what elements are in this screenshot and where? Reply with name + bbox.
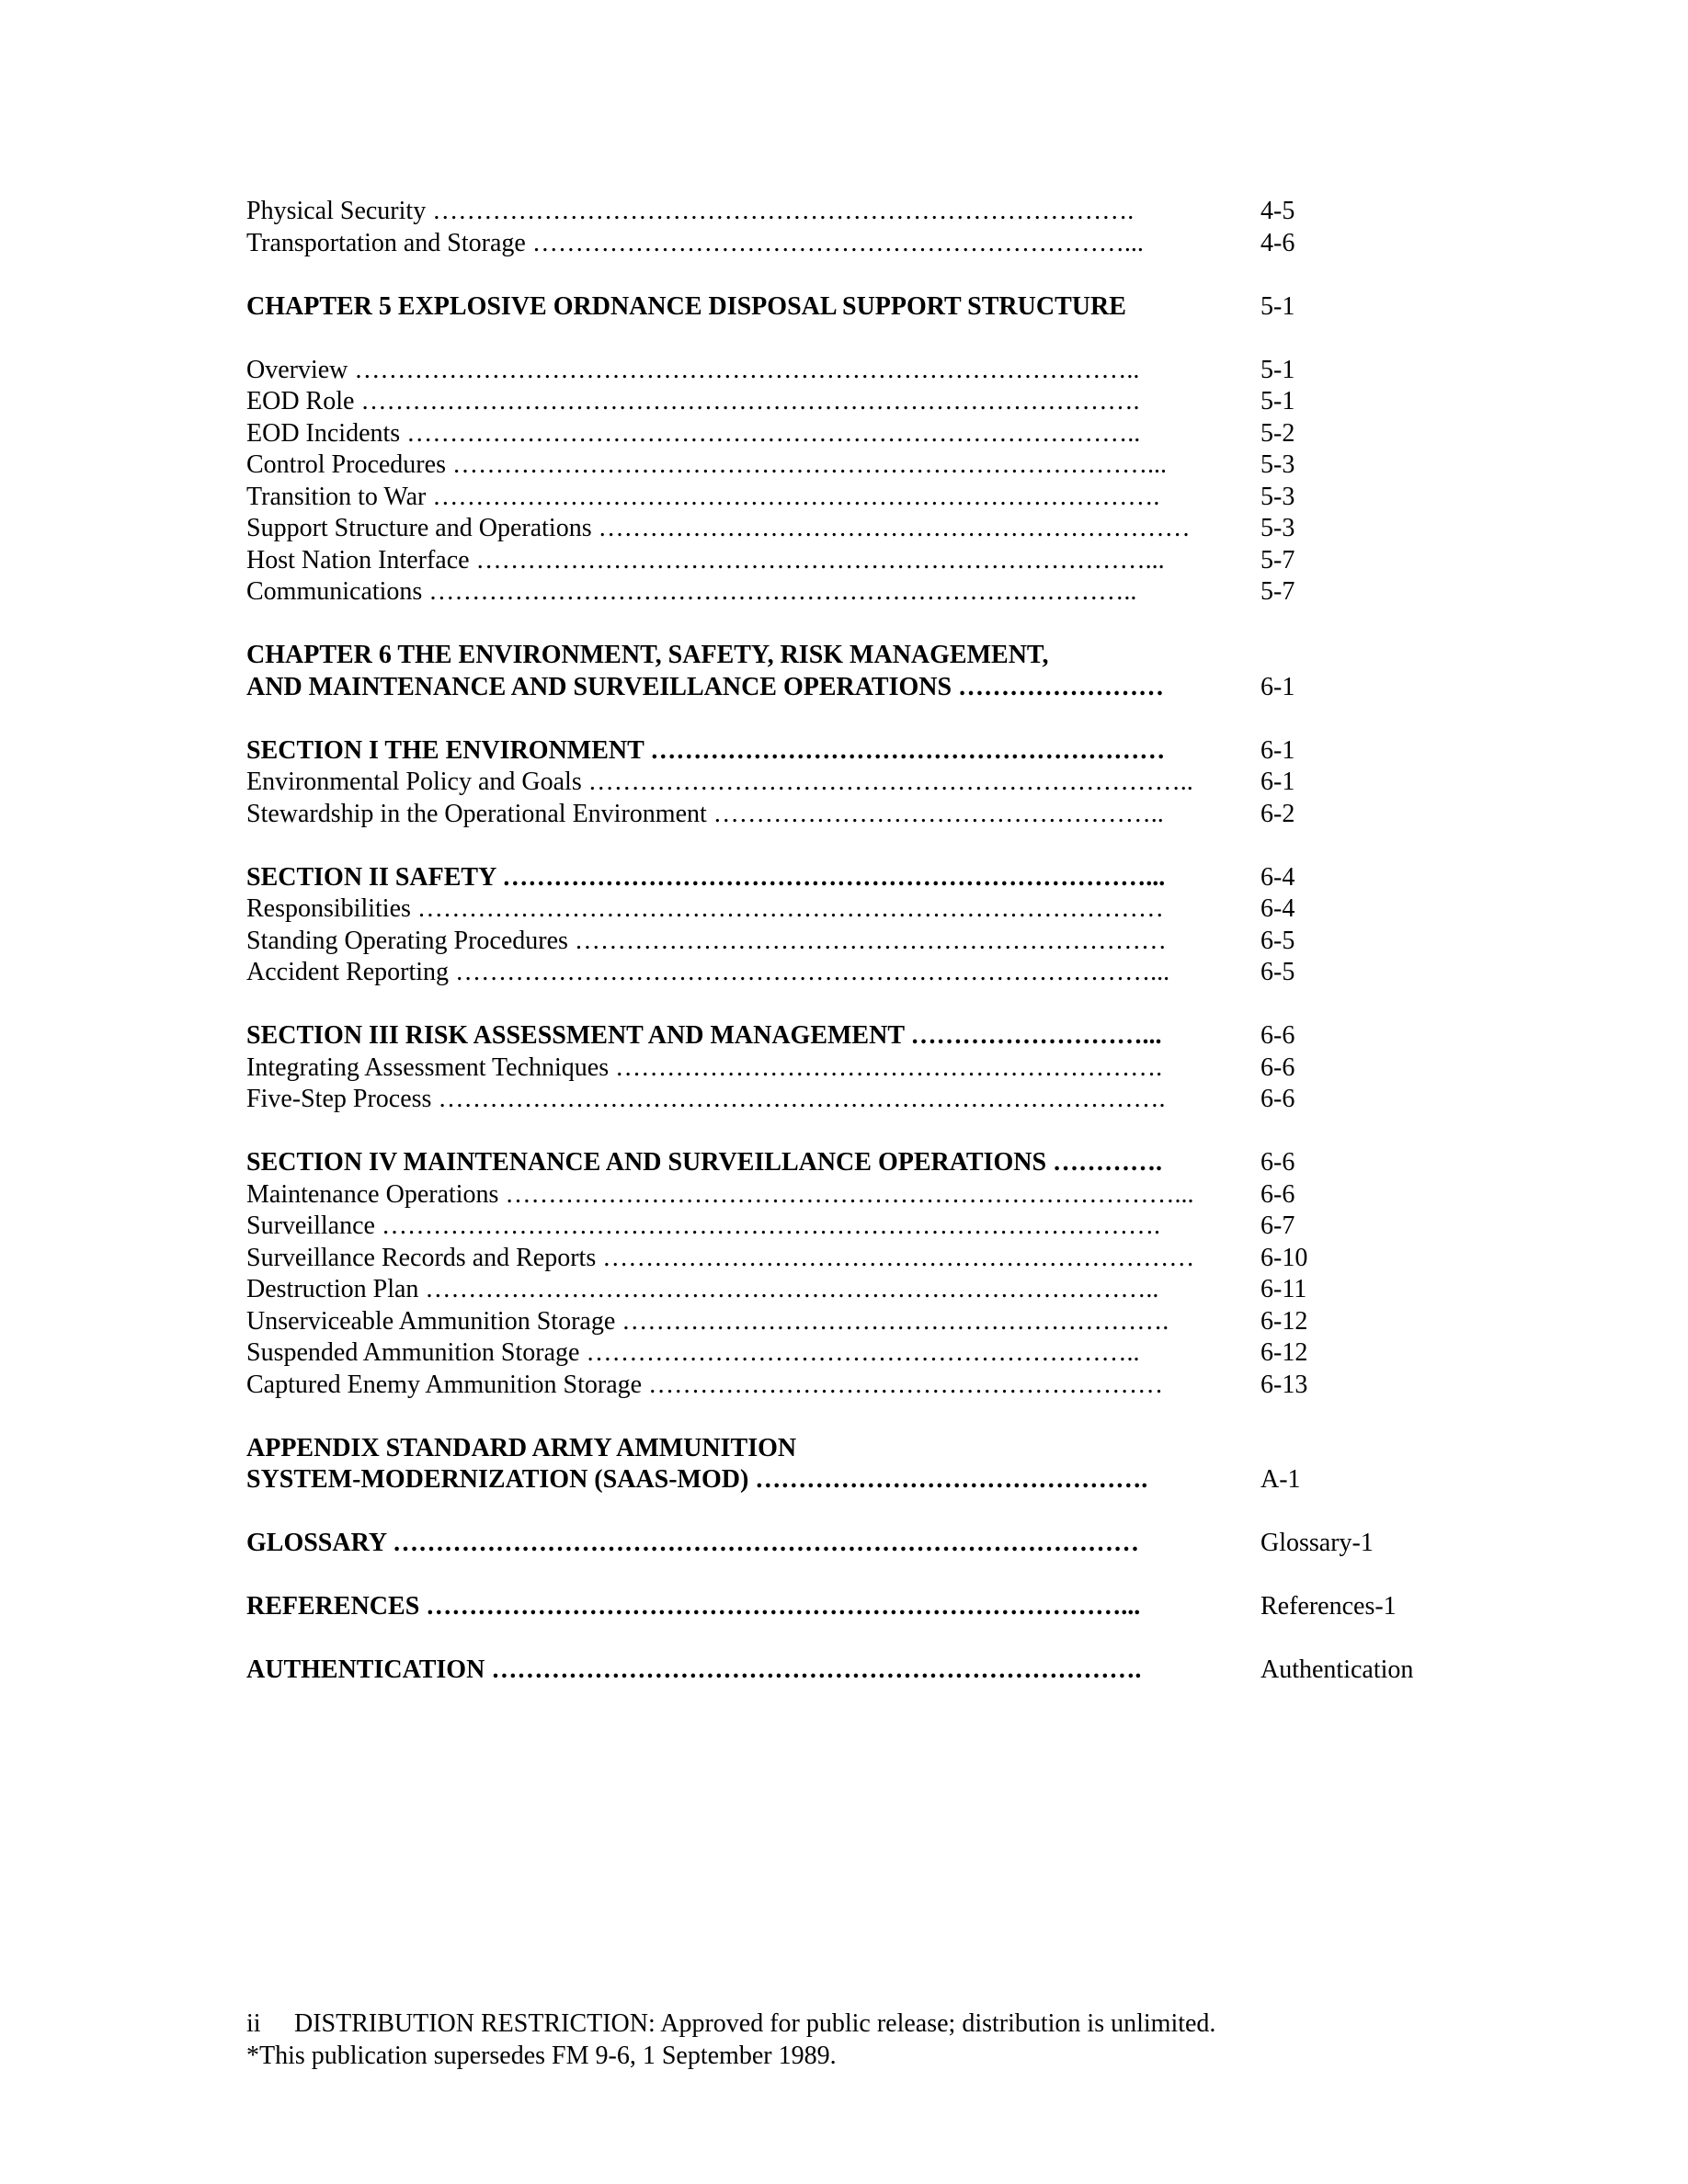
toc-entry-page: 6-2 bbox=[1260, 799, 1295, 828]
toc-entry-leader bbox=[246, 893, 1230, 926]
toc-entry-dots: ……………………………………………………….. bbox=[579, 1338, 1140, 1367]
toc-entry-dots: ………………………………………………………………………………. bbox=[374, 1211, 1160, 1240]
toc-entry-title: SECTION IV MAINTENANCE AND SURVEILLANCE OPERATIONS bbox=[246, 1148, 1047, 1177]
toc-entry-page: 4-5 bbox=[1260, 197, 1295, 225]
toc-spacer bbox=[246, 1116, 1460, 1148]
toc-entry-leader bbox=[246, 482, 1230, 514]
toc-entry-dots: …………………………………………………………………………… bbox=[386, 1529, 1140, 1557]
toc-entry-leader bbox=[246, 386, 1230, 418]
toc-entry-title: SYSTEM-MODERNIZATION (SAAS-MOD) bbox=[246, 1465, 749, 1494]
toc-entry-title: REFERENCES bbox=[246, 1592, 420, 1621]
toc-heading bbox=[246, 1020, 1460, 1052]
toc-entry-title: Transportation and Storage bbox=[246, 228, 526, 257]
toc-entry-leader bbox=[246, 513, 1230, 545]
toc-entry-title: Surveillance Records and Reports bbox=[246, 1243, 597, 1272]
toc-entry-page: A-1 bbox=[1260, 1465, 1301, 1494]
toc-entry-dots: …………………………………………………………… bbox=[567, 926, 1167, 955]
toc-entry-leader bbox=[246, 735, 1230, 768]
toc-entry-leader bbox=[246, 1433, 1230, 1465]
toc-entry-title: Responsibilities bbox=[246, 894, 411, 923]
distribution-restriction: DISTRIBUTION RESTRICTION: Approved for public release; distribution is unlimited. bbox=[294, 2009, 1216, 2038]
toc-heading bbox=[246, 1464, 1460, 1496]
toc-entry-dots: ………………………... bbox=[904, 1021, 1162, 1050]
toc-entry-page: 5-1 bbox=[1260, 355, 1295, 384]
toc-spacer bbox=[246, 1560, 1460, 1592]
toc-entry-leader bbox=[246, 355, 1230, 387]
toc-entry-title: Control Procedures bbox=[246, 450, 446, 479]
toc-entry-leader bbox=[246, 1179, 1230, 1211]
toc-entry-leader bbox=[246, 545, 1230, 577]
toc-entry-leader bbox=[246, 957, 1230, 989]
toc-entry-dots: …………………………………………………………………………. bbox=[431, 1085, 1166, 1113]
toc-entry-dots: …………………… bbox=[952, 672, 1165, 701]
toc-entry-leader bbox=[246, 1528, 1230, 1560]
toc-entry-dots: ………………………………………………………………………... bbox=[419, 1592, 1141, 1621]
toc-entry-title: Overview bbox=[246, 355, 348, 384]
toc-entry bbox=[246, 418, 1460, 450]
toc-entry-title: Captured Enemy Ammunition Storage bbox=[246, 1370, 643, 1399]
toc-entry bbox=[246, 449, 1460, 482]
toc-entry-page: 6-5 bbox=[1260, 926, 1295, 955]
toc-entry-title: Maintenance Operations bbox=[246, 1179, 499, 1209]
toc-entry-title: Host Nation Interface bbox=[246, 545, 470, 574]
toc-entry-leader bbox=[246, 1655, 1230, 1687]
toc-entry-leader bbox=[246, 449, 1230, 482]
toc-heading bbox=[246, 1528, 1460, 1560]
toc-entry-title: Support Structure and Operations bbox=[246, 514, 592, 542]
toc-entry-dots: ………………………………………………………………………….. bbox=[400, 418, 1141, 448]
toc-spacer bbox=[246, 1401, 1460, 1433]
toc-entry-page: 5-3 bbox=[1260, 482, 1295, 511]
toc-entry-title: Physical Security bbox=[246, 197, 427, 225]
page-number: ii bbox=[246, 2009, 261, 2038]
toc-entry-page: 5-7 bbox=[1260, 577, 1295, 606]
toc-entry-title: CHAPTER 6 THE ENVIRONMENT, SAFETY, RISK MANAGEMENT, bbox=[246, 641, 1049, 669]
toc-heading bbox=[246, 1433, 1460, 1465]
toc-entry-leader bbox=[246, 1591, 1230, 1623]
toc-heading bbox=[246, 1655, 1460, 1687]
table-of-contents bbox=[246, 196, 1460, 1687]
toc-entry bbox=[246, 957, 1460, 989]
toc-entry-dots: ………………………………………. bbox=[748, 1465, 1148, 1494]
toc-entry-page: 5-1 bbox=[1260, 387, 1295, 415]
toc-entry-dots: ……………………………………………………………………………….. bbox=[348, 355, 1140, 384]
toc-entry bbox=[246, 355, 1460, 387]
toc-entry-title: Integrating Assessment Techniques bbox=[246, 1052, 610, 1082]
toc-entry-title: GLOSSARY bbox=[246, 1529, 387, 1557]
toc-entry-dots: ………………………………………………………………………….. bbox=[418, 1275, 1159, 1303]
toc-entry-dots: …………………………………………………………….. bbox=[581, 768, 1193, 796]
toc-spacer bbox=[246, 830, 1460, 862]
toc-entry-page: 6-12 bbox=[1260, 1338, 1308, 1367]
toc-entry-dots: ………………………………………………………………………. bbox=[426, 197, 1135, 225]
toc-entry-title: Unserviceable Ammunition Storage bbox=[246, 1306, 616, 1336]
toc-entry-page: 5-3 bbox=[1260, 514, 1295, 542]
toc-entry-page: 6-12 bbox=[1260, 1306, 1308, 1336]
toc-entry-dots: ……………………………………………………………... bbox=[525, 228, 1144, 257]
toc-entry-leader bbox=[246, 1370, 1230, 1402]
toc-entry-dots: …………. bbox=[1046, 1148, 1163, 1177]
toc-entry bbox=[246, 1243, 1460, 1275]
toc-entry-leader bbox=[246, 640, 1230, 672]
toc-entry-page: 4-6 bbox=[1260, 228, 1295, 257]
toc-entry-page: 6-6 bbox=[1260, 1148, 1295, 1177]
toc-entry-page: Authentication bbox=[1260, 1655, 1414, 1684]
toc-entry-leader bbox=[246, 1147, 1230, 1179]
toc-heading bbox=[246, 1147, 1460, 1179]
toc-entry-leader bbox=[246, 672, 1230, 704]
toc-entry-dots: ……………………………………………………………………... bbox=[498, 1179, 1194, 1209]
toc-heading bbox=[246, 1591, 1460, 1623]
toc-entry-page: 6-6 bbox=[1260, 1021, 1295, 1050]
toc-entry bbox=[246, 1306, 1460, 1338]
toc-heading bbox=[246, 291, 1460, 324]
toc-entry-title: Stewardship in the Operational Environment bbox=[246, 799, 707, 828]
toc-entry-page: 5-1 bbox=[1260, 291, 1295, 321]
toc-spacer bbox=[246, 989, 1460, 1021]
toc-entry-leader bbox=[246, 1020, 1230, 1052]
toc-entry-leader bbox=[246, 1274, 1230, 1306]
toc-entry-leader bbox=[246, 1306, 1230, 1338]
toc-entry-title: EOD Incidents bbox=[246, 418, 401, 448]
supersedes-note: *This publication supersedes FM 9-6, 1 September 1989. bbox=[246, 2042, 837, 2070]
toc-entry-title: Destruction Plan bbox=[246, 1275, 419, 1303]
toc-entry-dots: …………………………………………………………………... bbox=[496, 862, 1166, 892]
toc-entry-dots: ……………………………………………………………………... bbox=[469, 545, 1165, 574]
toc-entry-page: 6-1 bbox=[1260, 735, 1295, 765]
toc-entry-title: Suspended Ammunition Storage bbox=[246, 1338, 580, 1367]
toc-entry-page: 6-1 bbox=[1260, 672, 1295, 701]
toc-entry-dots: …………………………………………………… bbox=[644, 735, 1166, 765]
toc-entry bbox=[246, 1084, 1460, 1116]
toc-entry-page: 6-6 bbox=[1260, 1179, 1295, 1209]
toc-entry-leader bbox=[246, 862, 1230, 894]
toc-entry-title: APPENDIX STANDARD ARMY AMMUNITION bbox=[246, 1433, 797, 1462]
toc-entry-page: Glossary-1 bbox=[1260, 1529, 1374, 1557]
toc-entry-title: AND MAINTENANCE AND SURVEILLANCE OPERATIONS bbox=[246, 672, 952, 701]
toc-entry-dots: ……………………………………………………………………….. bbox=[422, 577, 1137, 606]
toc-entry-title: Transition to War bbox=[246, 482, 427, 511]
toc-entry bbox=[246, 799, 1460, 831]
footer-distribution-line bbox=[246, 2008, 1215, 2040]
toc-entry-page: 6-10 bbox=[1260, 1243, 1308, 1272]
toc-entry-dots: …………………………………………………… bbox=[642, 1370, 1164, 1399]
toc-entry-dots: ………………………………………………………. bbox=[609, 1052, 1163, 1082]
toc-entry-dots: …………………………………………………………………. bbox=[485, 1655, 1142, 1684]
toc-spacer bbox=[246, 1496, 1460, 1529]
toc-entry-title: Standing Operating Procedures bbox=[246, 926, 568, 955]
toc-entry-title: Surveillance bbox=[246, 1211, 375, 1240]
toc-entry-leader bbox=[246, 228, 1230, 260]
page-footer bbox=[246, 2008, 1215, 2072]
toc-entry-dots: …………………………………………………………… bbox=[591, 514, 1191, 542]
toc-entry-title: CHAPTER 5 EXPLOSIVE ORDNANCE DISPOSAL SUPPORT STRUCTURE bbox=[246, 291, 1126, 321]
toc-entry bbox=[246, 513, 1460, 545]
toc-entry-title: Environmental Policy and Goals bbox=[246, 768, 582, 796]
toc-entry-leader bbox=[246, 196, 1230, 228]
toc-entry bbox=[246, 1337, 1460, 1370]
toc-entry bbox=[246, 482, 1460, 514]
toc-entry-dots: ………………………………………………………………………... bbox=[449, 958, 1170, 986]
toc-entry-page: 5-7 bbox=[1260, 545, 1295, 574]
toc-entry-title: SECTION III RISK ASSESSMENT AND MANAGEMENT bbox=[246, 1021, 905, 1050]
toc-entry-page: 6-4 bbox=[1260, 894, 1295, 923]
toc-spacer bbox=[246, 323, 1460, 355]
toc-entry-title: EOD Role bbox=[246, 387, 355, 415]
toc-heading bbox=[246, 862, 1460, 894]
toc-entry-leader bbox=[246, 926, 1230, 958]
toc-entry-page: 6-4 bbox=[1260, 862, 1295, 892]
toc-entry-title: Accident Reporting bbox=[246, 958, 450, 986]
toc-spacer bbox=[246, 609, 1460, 641]
toc-entry bbox=[246, 1179, 1460, 1211]
toc-entry-page: 6-6 bbox=[1260, 1085, 1295, 1113]
toc-heading bbox=[246, 672, 1460, 704]
toc-heading bbox=[246, 735, 1460, 768]
toc-entry-page: 6-13 bbox=[1260, 1370, 1308, 1399]
toc-entry-title: SECTION II SAFETY bbox=[246, 862, 496, 892]
toc-spacer bbox=[246, 703, 1460, 735]
toc-entry-leader bbox=[246, 1052, 1230, 1085]
toc-entry-leader bbox=[246, 1243, 1230, 1275]
toc-entry bbox=[246, 386, 1460, 418]
toc-entry bbox=[246, 1274, 1460, 1306]
toc-entry-dots: ………………………………………………………. bbox=[615, 1306, 1169, 1336]
toc-entry-page: 6-11 bbox=[1260, 1275, 1307, 1303]
toc-entry-title: Communications bbox=[246, 577, 423, 606]
toc-entry-page: 6-7 bbox=[1260, 1211, 1295, 1240]
toc-heading bbox=[246, 640, 1460, 672]
toc-entry-leader bbox=[246, 799, 1230, 831]
toc-entry-leader bbox=[246, 1337, 1230, 1370]
toc-entry-title: Five-Step Process bbox=[246, 1085, 432, 1113]
toc-entry-page: 5-3 bbox=[1260, 450, 1295, 479]
toc-spacer bbox=[246, 259, 1460, 291]
toc-entry-page: 6-5 bbox=[1260, 958, 1295, 986]
toc-entry-dots: …………………………………………….. bbox=[706, 799, 1164, 828]
toc-entry bbox=[246, 926, 1460, 958]
toc-entry-page: References-1 bbox=[1260, 1592, 1397, 1621]
toc-entry-leader bbox=[246, 1211, 1230, 1243]
toc-entry bbox=[246, 196, 1460, 228]
toc-entry bbox=[246, 228, 1460, 260]
toc-entry-leader bbox=[246, 1084, 1230, 1116]
toc-entry-page: 6-6 bbox=[1260, 1052, 1295, 1082]
toc-entry-title: AUTHENTICATION bbox=[246, 1655, 485, 1684]
toc-entry-page: 6-1 bbox=[1260, 768, 1295, 796]
toc-entry bbox=[246, 767, 1460, 799]
toc-entry bbox=[246, 1052, 1460, 1085]
toc-entry-leader bbox=[246, 291, 1230, 324]
toc-entry bbox=[246, 1211, 1460, 1243]
toc-entry-dots: …………………………………………………………………………… bbox=[410, 894, 1164, 923]
toc-entry bbox=[246, 893, 1460, 926]
toc-entry-dots: …………………………………………………………………………. bbox=[426, 482, 1160, 511]
toc-entry-dots: …………………………………………………………… bbox=[596, 1243, 1195, 1272]
toc-entry-leader bbox=[246, 1464, 1230, 1496]
toc-entry-page: 5-2 bbox=[1260, 418, 1295, 448]
toc-entry bbox=[246, 545, 1460, 577]
toc-entry-leader bbox=[246, 418, 1230, 450]
toc-entry-leader bbox=[246, 576, 1230, 609]
toc-entry-dots: ………………………………………………………………………... bbox=[445, 450, 1167, 479]
toc-entry-dots: ………………………………………………………………………………. bbox=[354, 387, 1140, 415]
toc-spacer bbox=[246, 1623, 1460, 1655]
toc-entry bbox=[246, 1370, 1460, 1402]
toc-entry bbox=[246, 576, 1460, 609]
toc-entry-leader bbox=[246, 767, 1230, 799]
toc-entry-title: SECTION I THE ENVIRONMENT bbox=[246, 735, 644, 765]
